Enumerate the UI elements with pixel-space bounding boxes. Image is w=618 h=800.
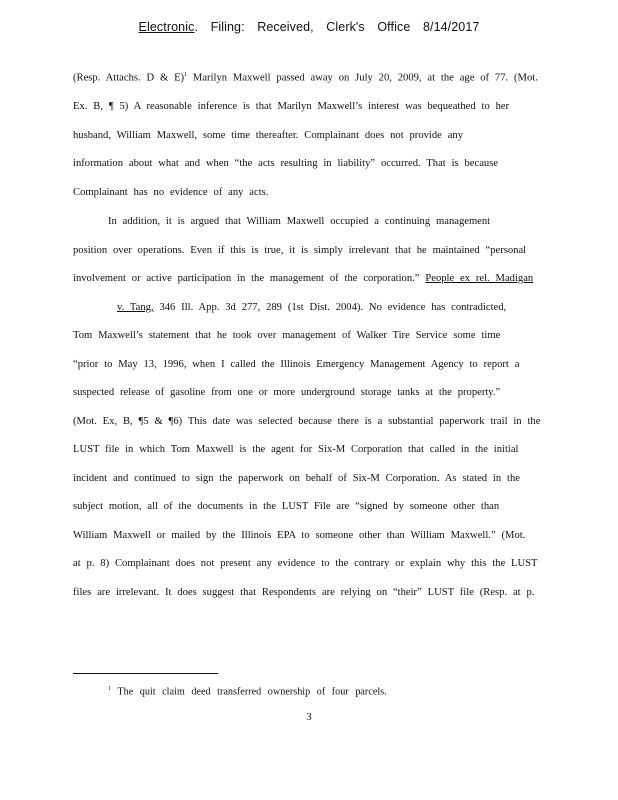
body-line: files are irrelevant. It does suggest that Respondents are relying on “their” LUST file (Resp. at p. (73, 587, 535, 598)
line-text: 346 Ill. App. 3d 277, 289 (1st Dist. 2004). No evidence has contradicted, (153, 302, 507, 313)
body-line (73, 273, 533, 284)
body-line: (Mot. Ex, B, ¶5 & ¶6) This date was selected because there is a substantial paperwork trail in the (73, 416, 541, 427)
case-citation: People ex rel. Madigan (425, 273, 534, 284)
header-punct: . (194, 20, 199, 34)
footnote-mark: 1 (108, 686, 111, 692)
body-line: LUST file in which Tom Maxwell is the agent for Six-M Corporation that called in the initial (73, 444, 519, 455)
header-electronic: Electronic (138, 20, 195, 34)
body-line (73, 72, 538, 84)
body-line: husband, William Maxwell, some time thereafter. Complainant does not provide any (73, 130, 464, 141)
body-line: Ex. B, ¶ 5) A reasonable inference is that Marilyn Maxwell’s interest was bequeathed to her (73, 101, 510, 112)
body-line: information about what and when “the acts resulting in liability” occurred. That is because (73, 158, 499, 169)
header-rest: Filing: Received, Clerk's Office 8/14/2017 (210, 20, 480, 34)
body-line: subject motion, all of the documents in the LUST File are “signed by someone other than (73, 501, 500, 512)
footnote (108, 686, 387, 697)
body-line: Tom Maxwell’s statement that he took over management of Walker Tire Service some time (73, 330, 501, 341)
line-text: Marilyn Maxwell passed away on July 20, 2009, at the age of 77. (Mot. (187, 72, 538, 84)
body-line: suspected release of gasoline from one or more underground storage tanks at the property.” (73, 387, 501, 398)
filing-header (0, 20, 618, 34)
line-text: involvement or active participation in the management of the corporation.” (73, 273, 426, 284)
body-line: position over operations. Even if this is true, it is simply irrelevant that he maintained “personal (73, 245, 527, 256)
footnote-divider (73, 673, 218, 674)
footnote-ref: 1 (184, 72, 188, 78)
case-citation: v. Tang, (117, 302, 154, 313)
body-line: In addition, it is argued that William Maxwell occupied a continuing management (108, 216, 491, 227)
body-line: Complainant has no evidence of any acts. (73, 187, 269, 198)
body-line: incident and continued to sign the paperwork on behalf of Six-M Corporation. As stated in the (73, 473, 520, 484)
line-text: (Resp. Attachs. D & E) (73, 72, 185, 84)
page-number: 3 (306, 712, 312, 723)
body-line: “prior to May 13, 1996, when I called the Illinois Emergency Management Agency to report a (73, 359, 520, 370)
body-line: at p. 8) Complainant does not present any evidence to the contrary or explain why this the LUST (73, 558, 538, 569)
footnote-text: The quit claim deed transferred ownership of four parcels. (117, 686, 387, 698)
body-line (73, 302, 506, 313)
body-line: William Maxwell or mailed by the Illinois EPA to someone other than William Maxwell.” (Mot. (73, 530, 526, 541)
